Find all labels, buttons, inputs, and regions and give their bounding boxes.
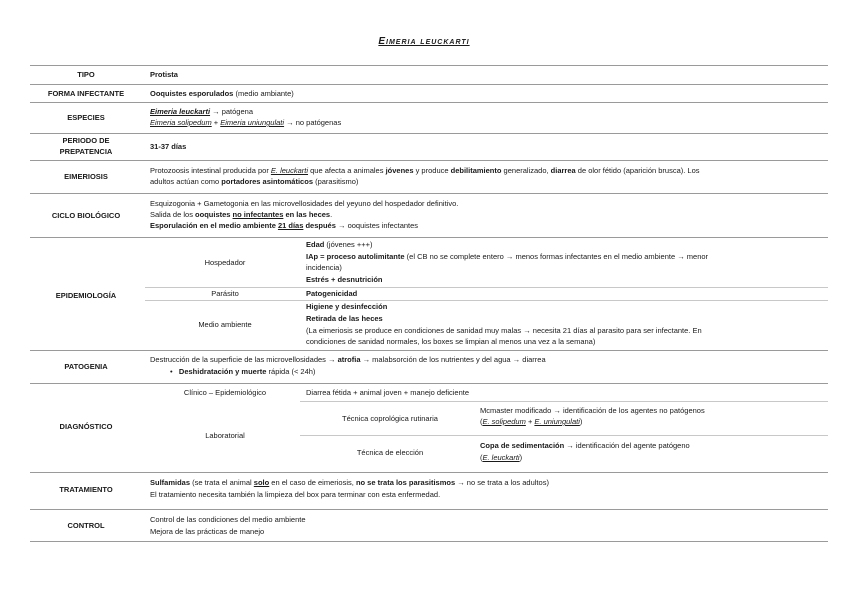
epi-medio-text-1: (La eimeriosis se produce en condiciones de sanidad muy malas → necesita 21 días al parasito para ser infectante. En	[306, 326, 702, 335]
diag-tec1-line-2: (E. solipedum + E. uniungulati)	[480, 417, 583, 426]
control-line-1: Control de las condiciones del medio ambiente	[150, 515, 306, 524]
divider	[30, 237, 828, 238]
ciclo-line-1: Esquizogonia + Gametogonia en las microvellosidades del yeyuno del hospedador definitivo.	[150, 199, 459, 208]
diag-tec2-line-1: Copa de sedimentación → identificación del agente patógeno	[480, 441, 690, 450]
divider	[300, 401, 828, 402]
diag-tec1-line-1: Mcmaster modificado → identificación de los agentes no patógenos	[480, 406, 705, 415]
row-label-periodo-line1: PERIODO DE	[62, 136, 110, 145]
epi-higiene: Higiene y desinfección	[306, 302, 388, 311]
periodo-value: 31-37 días	[150, 142, 187, 151]
divider	[300, 435, 828, 436]
divider	[30, 509, 828, 510]
row-label-tratamiento: TRATAMIENTO	[59, 485, 113, 494]
divider	[30, 102, 828, 103]
diag-tecnica-rutinaria: Técnica coprológica rutinaria	[342, 414, 438, 423]
divider	[30, 84, 828, 85]
eimeriosis-line-2: adultos actúan como portadores asintomáticos (parasitismo)	[150, 177, 359, 186]
diag-laboratorial: Laboratorial	[205, 431, 245, 440]
row-label-epidemiologia: EPIDEMIOLOGÍA	[55, 291, 117, 300]
diag-clinico: Clínico – Epidemiológico	[183, 388, 267, 397]
patogenia-line-1: Destrucción de la superficie de las microvellosidades → atrofia → malabsorción de los nutrientes y del agua → diarrea	[150, 355, 546, 364]
row-label-forma-infectante: FORMA INFECTANTE	[47, 89, 125, 98]
especies-line-1: Eimeria leuckarti → patógena	[150, 107, 253, 116]
divider	[30, 133, 828, 134]
epi-patogenicidad: Patogenicidad	[306, 289, 358, 298]
divider	[30, 160, 828, 161]
epi-estres: Estrés + desnutrición	[306, 275, 383, 284]
epi-iap-cont: incidencia)	[306, 263, 342, 272]
epi-medio-ambiente: Medio ambiente	[198, 320, 252, 329]
epi-iap: IAp = proceso autolimitante (el CB no se complete entero → menos formas infectantes en el medio ambiente → menor	[306, 252, 709, 261]
row-label-especies: ESPECIES	[67, 113, 105, 122]
patogenia-line-2: • Deshidratación y muerte rápida (< 24h)	[170, 367, 316, 376]
epi-hospedador: Hospedador	[204, 258, 246, 267]
divider	[30, 383, 828, 384]
forma-value: Ooquistes esporulados (medio ambiante)	[150, 89, 294, 98]
diag-tecnica-eleccion: Técnica de elección	[356, 448, 424, 457]
row-label-tipo: TIPO	[77, 70, 95, 79]
diag-tec2-line-2: (E. leuckarti)	[480, 453, 523, 462]
epi-retirada: Retirada de las heces	[306, 314, 383, 323]
row-label-eimeriosis: EIMERIOSIS	[64, 172, 108, 181]
ciclo-line-3: Esporulación en el medio ambiente 21 días después → ooquistes infectantes	[150, 221, 419, 230]
divider	[30, 65, 828, 66]
especies-line-2: Eimeria solipedum + Eimeria uniungulati → no patógenas	[150, 118, 342, 127]
tratamiento-line-1: Sulfamidas (se trata el animal solo en el caso de eimeriosis, no se trata los parasitismos → no se trata a los adultos)	[150, 478, 549, 487]
epi-edad: Edad (jóvenes +++)	[306, 240, 373, 249]
divider	[145, 287, 828, 288]
tipo-value: Protista	[150, 70, 178, 79]
ciclo-line-2: Salida de los ooquistes no infectantes en las heces.	[150, 210, 333, 219]
row-label-ciclo-biologico: CICLO BIOLÓGICO	[51, 211, 121, 220]
epi-parasito: Parásito	[211, 289, 239, 298]
page-title: Eimeria leuckarti	[378, 36, 470, 47]
divider	[30, 472, 828, 473]
epi-medio-text-2: condiciones de sanidad normales, los boxes se limpian al menos una vez a la semana)	[306, 337, 596, 346]
divider	[145, 300, 828, 301]
divider	[30, 541, 828, 542]
control-line-2: Mejora de las prácticas de manejo	[150, 527, 265, 536]
row-label-patogenia: PATOGENIA	[64, 362, 108, 371]
eimeriosis-line-1: Protozoosis intestinal producida por E. leuckarti que afecta a animales jóvenes y produce debilitamiento generalizado, diarrea de olor fétido (aparición brusca). Los	[150, 166, 700, 175]
row-label-control: CONTROL	[67, 521, 105, 530]
bullet-icon: •	[170, 367, 173, 376]
divider	[30, 193, 828, 194]
row-label-periodo-line2: PREPATENCIA	[59, 147, 113, 156]
diag-clinico-value: Diarrea fétida + animal joven + manejo deficiente	[306, 388, 470, 397]
divider	[30, 350, 828, 351]
tratamiento-line-2: El tratamiento necesita también la limpieza del box para terminar con esta enfermedad.	[150, 490, 441, 499]
row-label-diagnostico: DIAGNÓSTICO	[59, 422, 113, 431]
